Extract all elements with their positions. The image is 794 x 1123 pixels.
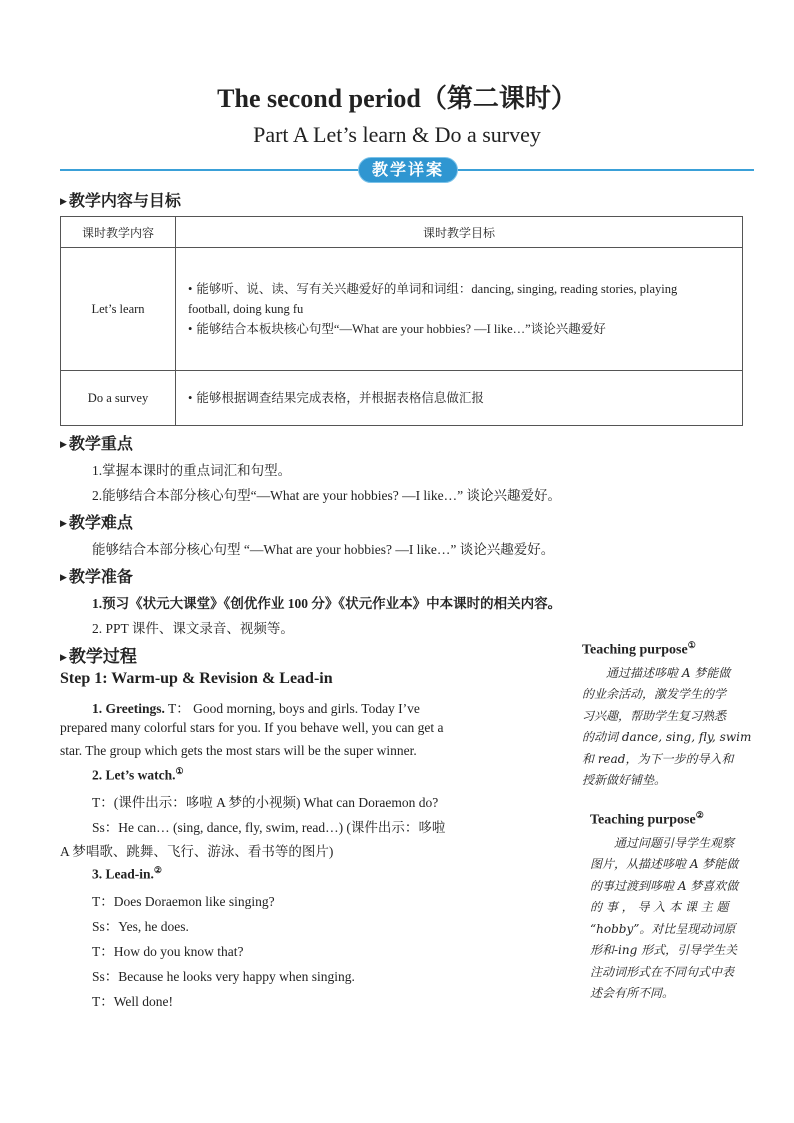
- table-header-content: 课时教学内容: [61, 217, 176, 248]
- note-line: 图片，从描述哆啦 A 梦能做: [590, 857, 739, 872]
- goal-item: • 能够听、说、读、写有关兴趣爱好的单词和词组：dancing, singing, reading stories, playing: [188, 282, 678, 296]
- process-heading: ▶ 教学过程: [60, 647, 137, 667]
- note-line: 通过问题引导学生观察: [614, 835, 735, 850]
- leadin-heading: 3. Lead-in.②: [92, 865, 162, 882]
- goals-table: [60, 216, 743, 426]
- note-line: 授新做好铺垫。: [582, 773, 667, 788]
- step1-heading: Step 1: Warm-up & Revision & Lead-in: [60, 670, 333, 687]
- table-row: [61, 248, 743, 371]
- key-points-heading: ▶ 教学重点: [60, 434, 133, 453]
- page-title: The second period（第二课时）: [217, 84, 577, 113]
- row-goals: [176, 371, 743, 426]
- row-goals: [176, 248, 743, 371]
- row-content: Do a survey: [61, 371, 176, 426]
- triangle-bullet-icon: ▶: [60, 519, 67, 529]
- note-heading: Teaching purpose①: [582, 640, 696, 658]
- dialog-line: T：How do you know that?: [92, 944, 244, 959]
- note-line: 的 事 ， 导 入 本 课 主 题: [590, 900, 729, 915]
- note-line: 的业余活动，激发学生的学: [582, 687, 727, 702]
- note-line: 形和-ing 形式，引导学生关: [590, 943, 738, 958]
- dialog-line: Ss：Because he looks very happy when singing.: [92, 969, 355, 984]
- watch-heading: 2. Let’s watch.①: [92, 766, 184, 783]
- watch-students-line: A 梦唱歌、跳舞、飞行、游泳、看书等的图片): [60, 844, 334, 859]
- banner-label: 教学详案: [358, 157, 458, 183]
- key-point-2: 2.能够结合本部分核心句型“—What are your hobbies? —I like…” 谈论兴趣爱好。: [92, 488, 562, 503]
- goals-heading: ▶ 教学内容与目标: [60, 191, 181, 210]
- preparation-item-2: 2. PPT 课件、课文录音、视频等。: [92, 621, 294, 636]
- teaching-purpose-note-1: [582, 640, 762, 792]
- section-banner: [60, 157, 754, 183]
- note-line: 习兴趣，帮助学生复习熟悉: [582, 708, 727, 723]
- row-content: Let’s learn: [61, 248, 176, 371]
- dialog-line: T：Does Doraemon like singing?: [92, 894, 275, 909]
- watch-students-line: Ss：He can… (sing, dance, fly, swim, read…) (课件出示：哆啦: [92, 820, 446, 835]
- dialog-line: T：Well done!: [92, 994, 174, 1009]
- preparation-heading: ▶ 教学准备: [60, 567, 133, 586]
- key-point-1: 1.掌握本课时的重点词汇和句型。: [92, 463, 292, 478]
- goal-item: • 能够根据调查结果完成表格，并根据表格信息做汇报: [188, 391, 484, 405]
- difficult-points-heading: ▶ 教学难点: [60, 513, 133, 532]
- preparation-item-1: 1.预习《状元大课堂》《创优作业 100 分》《状元作业本》中本课时的相关内容。: [92, 596, 562, 611]
- triangle-bullet-icon: ▶: [60, 573, 67, 583]
- teaching-purpose-note-2: [590, 810, 762, 1005]
- difficult-point-text: 能够结合本部分核心句型 “—What are your hobbies? —I like…” 谈论兴趣爱好。: [92, 542, 555, 557]
- triangle-bullet-icon: ▶: [60, 653, 67, 663]
- watch-teacher-line: T：(课件出示：哆啦 A 梦的小视频) What can Doraemon do?: [92, 795, 439, 810]
- dialog-line: Ss：Yes, he does.: [92, 919, 189, 934]
- triangle-bullet-icon: ▶: [60, 197, 67, 207]
- note-line: “hobby”。对比呈现动词原: [590, 921, 736, 936]
- note-line: 通过描述哆啦 A 梦能做: [606, 665, 731, 680]
- note-line: 的动词 dance, sing, fly, swim: [582, 730, 752, 745]
- note-line: 的事过渡到哆啦 A 梦喜欢做: [590, 878, 739, 893]
- note-line: 和 read，为下一步的导入和: [582, 751, 734, 766]
- table-header-goals: 课时教学目标: [176, 217, 743, 248]
- greetings-line: star. The group which gets the most stars will be the super winner.: [60, 743, 417, 758]
- greetings-line: 1. Greetings. T： Good morning, boys and girls. Today I’ve: [92, 701, 420, 716]
- greetings-line: prepared many colorful stars for you. If you behave well, you can get a: [60, 720, 444, 735]
- goal-item-continued: football, doing kung fu: [188, 302, 304, 316]
- goal-item: • 能够结合本板块核心句型“—What are your hobbies? —I like…”谈论兴趣爱好: [188, 322, 606, 336]
- note-line: 注动词形式在不同句式中表: [590, 964, 735, 979]
- note-heading: Teaching purpose②: [590, 810, 704, 828]
- triangle-bullet-icon: ▶: [60, 440, 67, 450]
- table-row: [61, 371, 743, 426]
- note-line: 述会有所不同。: [590, 986, 675, 1001]
- page-subtitle: Part A Let’s learn & Do a survey: [253, 122, 541, 147]
